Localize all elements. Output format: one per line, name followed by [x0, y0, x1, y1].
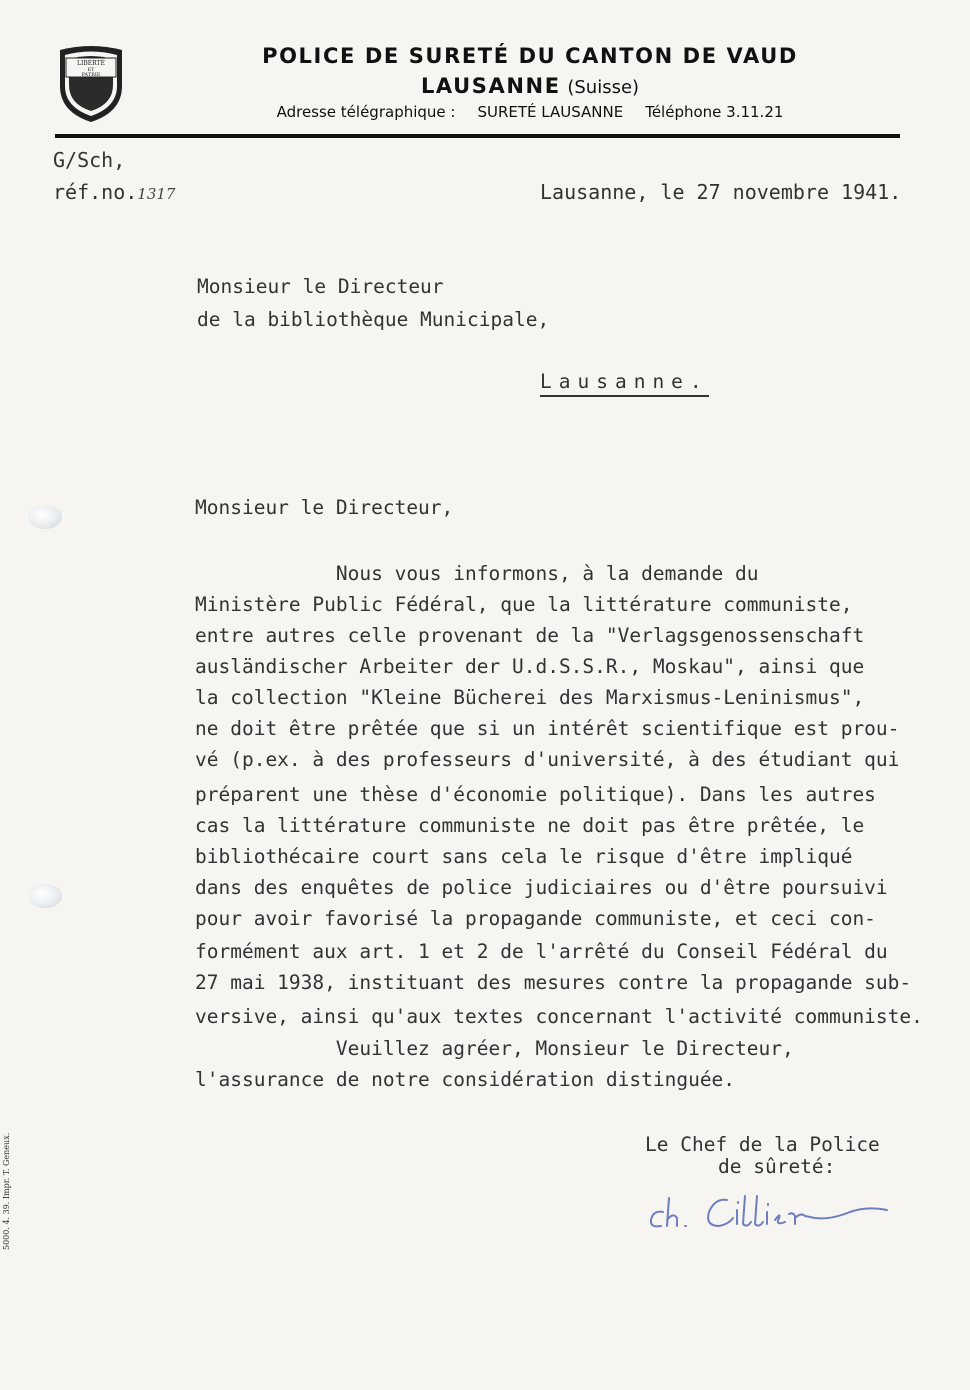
body-line: 27 mai 1938, instituant des mesures contre la propagande sub-	[195, 971, 912, 994]
recipient-line-2: de la bibliothèque Municipale,	[197, 308, 550, 331]
body-line: ne doit être prêtée que si un intérêt scientifique est prou-	[195, 717, 900, 740]
body-line: l'assurance de notre considération distinguée.	[195, 1068, 736, 1091]
telegraph-address: SURETÉ LAUSANNE	[477, 103, 624, 121]
body-line: la collection "Kleine Bücherei des Marxismus-Leninismus",	[195, 686, 865, 709]
crest-text-line: LIBERTÉ	[77, 60, 105, 67]
salutation: Monsieur le Directeur,	[195, 496, 454, 519]
body-line: pour avoir favorisé la propagande communiste, et ceci con-	[195, 907, 876, 930]
body-line: Veuillez agréer, Monsieur le Directeur,	[195, 1037, 794, 1060]
body-line: Ministère Public Fédéral, que la littérature communiste,	[195, 593, 853, 616]
crest-shield-icon	[56, 44, 126, 124]
recipient-city-underlined: Lausanne.	[540, 370, 709, 397]
punch-hole	[28, 505, 62, 529]
reference-line	[53, 180, 175, 204]
printer-mark: 5000. 4. 39. Impr. T. Geneux.	[2, 1132, 11, 1250]
telegraph-label: Adresse télégraphique :	[276, 103, 456, 121]
recipient-city	[540, 370, 709, 393]
body-line: versive, ainsi qu'aux textes concernant l'activité communiste.	[195, 1005, 923, 1028]
body-line: entre autres celle provenant de la "Verlagsgenossenschaft	[195, 624, 865, 647]
letterhead-city: LAUSANNE	[420, 74, 561, 98]
body-line: préparent une thèse d'économie politique). Dans les autres	[195, 783, 876, 806]
body-line: vé (p.ex. à des professeurs d'université, à des étudiant qui	[195, 748, 900, 771]
closing-line-2: de sûreté:	[718, 1155, 836, 1178]
body-line: formément aux art. 1 et 2 de l'arrêté du Conseil Fédéral du	[195, 940, 888, 963]
reference-initials: G/Sch,	[53, 148, 126, 172]
reference-number-handwritten: 1317	[137, 185, 176, 203]
letterhead-title: POLICE DE SURETÉ DU CANTON DE VAUD	[262, 44, 798, 68]
handwritten-signature	[645, 1190, 890, 1235]
body-line: dans des enquêtes de police judiciaires ou d'être poursuivi	[195, 876, 888, 899]
closing-line-1: Le Chef de la Police	[645, 1133, 880, 1156]
letterhead-contact-line	[170, 103, 890, 121]
body-line: ausländischer Arbeiter der U.d.S.S.R., Moskau", ainsi que	[195, 655, 865, 678]
crest-text-line: ET	[87, 67, 95, 73]
letterhead-divider	[55, 134, 900, 138]
letterhead-city-line	[170, 74, 890, 98]
body-line: cas la littérature communiste ne doit pas être prêtée, le	[195, 814, 865, 837]
punch-hole	[28, 884, 62, 908]
body-line: Nous vous informons, à la demande du	[195, 562, 759, 585]
recipient-line-1: Monsieur le Directeur	[197, 275, 444, 298]
crest-text-line: PATRIE	[81, 72, 101, 78]
telephone-number: Téléphone 3.11.21	[645, 103, 784, 121]
reference-label: réf.no.	[53, 180, 138, 204]
letterhead-country: (Suisse)	[567, 77, 640, 98]
place-date: Lausanne, le 27 novembre 1941.	[540, 180, 902, 204]
body-line: bibliothécaire court sans cela le risque d'être impliqué	[195, 845, 853, 868]
